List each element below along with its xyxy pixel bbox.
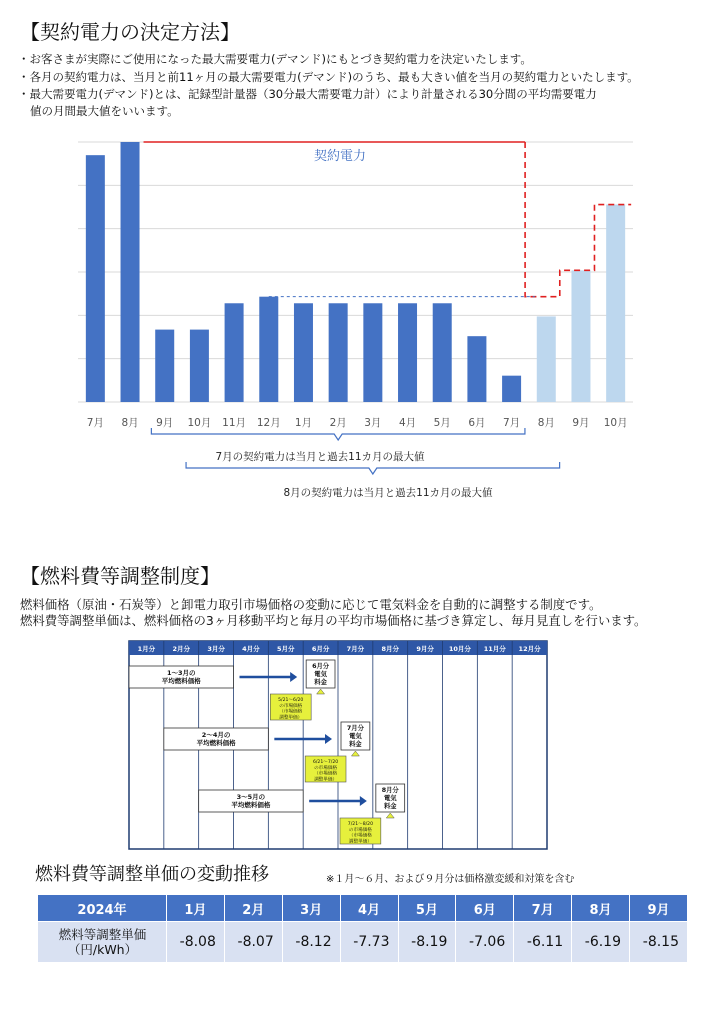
market-price-label: 5/21～6/20 [278,698,304,703]
diagram-month-label: 3月分 [207,645,225,653]
bill-label: 料金 [349,741,362,748]
chart-tick-label: 2月 [329,417,347,429]
fuel-paragraph-1: 燃料価格（原油・石炭等）と卸電力取引市場価格の変動に応じて電気料金を自動的に調整する制度です。 [20,597,602,612]
chart-tick-label: 8月 [537,417,555,429]
chart-bar [155,330,174,402]
market-price-label: （市場価格 [279,709,303,715]
market-price-label: の市場価格 [348,827,372,833]
brace-august [186,462,560,474]
trend-note: ※１月～６月、および９月分は価格激変緩和対策を含む [326,874,575,885]
chart-bar [86,155,105,402]
diagram-month-label: 9月分 [416,645,434,653]
fuel-paragraph-2: 燃料費等調整単価は、燃料価格の3ヶ月移動平均と毎月の平均市場価格に基づき算定し、毎月見直しを行います。 [20,613,647,628]
chart-tick-label: 12月 [256,417,281,429]
bill-label: 電気 [349,733,362,740]
annotation-august: 8月の契約電力は当月と過去11カ月の最大値 [283,487,493,499]
avg-price-label: 3～5月の [236,793,266,801]
bill-label: 料金 [383,803,397,810]
bullet-2: ・各月の契約電力は、当月と前11ヶ月の最大需要電力(デマンド)のうち、最も大きい値を当月の契約電力といたします。 [18,70,639,84]
bill-label: 電気 [383,795,397,802]
fuel-adjust-diagram [128,640,548,850]
bill-label: 7月分 [346,725,364,732]
chart-bar [537,316,556,402]
year-header: 2024年 [38,895,167,922]
diagram-month-label: 1月分 [137,645,156,653]
unit-price-cell: -8.08 [167,922,225,963]
brace-july [151,428,525,440]
trend-title: 燃料費等調整単価の変動推移 [35,864,269,885]
month-header: 5月 [398,895,456,922]
diagram-month-label: 5月分 [276,645,295,653]
chart-tick-label: 8月 [121,417,139,429]
diagram-month-label: 11月分 [483,645,506,653]
diagram-month-label: 10月分 [448,645,471,653]
chart-tick-label: 3月 [364,417,382,429]
diagram-month-label: 7月分 [346,645,365,653]
unit-price-cell: -8.12 [282,922,340,963]
chart-tick-label: 4月 [398,417,417,429]
unit-price-cell: -7.06 [456,922,514,963]
market-price-label: 調整単価） [314,777,338,783]
chart-contract-lines [144,142,632,297]
bullet-3-continued: 値の月間最大値をいいます。 [30,104,179,118]
chart-tick-label: 10月 [187,417,212,429]
row-label [38,922,167,963]
section-title-fuel: 【燃料費等調整制度】 [20,564,220,588]
market-price-label: （市場価格 [314,771,338,777]
annotation-july: 7月の契約電力は当月と過去11カ月の最大値 [215,451,425,463]
unit-price-cell: -8.19 [398,922,456,963]
month-header: 6月 [456,895,514,922]
chart-bar [259,297,278,402]
market-price-label: の市場価格 [279,703,303,709]
row-label-line-1: 燃料等調整単価 [58,927,147,942]
month-header: 1月 [167,895,225,922]
chart-bar [502,376,521,402]
contract-power-chart [0,130,709,520]
row-label-line-2: （円/kWh） [67,942,138,957]
bullet-3: ・最大需要電力(デマンド)とは、記録型計量器（30分最大需要電力計）により計量される30分間の平均需要電力 [18,87,597,101]
chart-tick-label: 9月 [572,417,590,429]
chart-tick-labels [87,417,628,429]
month-header: 4月 [340,895,398,922]
avg-price-label: 平均燃料価格 [196,739,236,747]
month-header: 9月 [630,895,688,922]
bullet-1: ・お客さまが実際にご使用になった最大需要電力(デマンド)にもとづき契約電力を決定いたします。 [18,52,532,66]
bill-label: 8月分 [381,787,399,794]
avg-price-label: 1～3月の [166,669,196,677]
month-header: 3月 [282,895,340,922]
diagram-month-label: 2月分 [172,645,191,653]
chart-tick-label: 1月 [294,417,313,429]
unit-price-cell: -6.19 [572,922,630,963]
chart-bar [571,270,590,402]
chart-tick-label: 9月 [156,417,174,429]
diagram-month-label: 6月分 [311,645,330,653]
market-price-label: 6/21～7/20 [312,760,339,765]
chart-bar [190,330,209,402]
month-header: 2月 [224,895,282,922]
unit-price-cell: -8.07 [224,922,282,963]
chart-title: 契約電力 [313,149,367,164]
market-price-label: 調整単価） [348,839,372,845]
chart-bar [398,303,417,402]
chart-tick-label: 10月 [603,417,628,429]
unit-price-cell: -7.73 [340,922,398,963]
diagram-month-label: 8月分 [381,645,400,653]
bill-label: 料金 [314,679,327,686]
fuel-adjust-table [37,894,688,963]
diagram-month-label: 4月分 [242,645,260,653]
chart-bar [363,303,382,402]
month-header: 7月 [514,895,572,922]
diagram-month-label: 12月分 [518,645,541,653]
avg-price-label: 平均燃料価格 [231,801,271,809]
chart-bar [433,303,452,402]
chart-tick-label: 11月 [222,417,247,429]
chart-bar [294,303,313,402]
chart-tick-label: 5月 [433,417,451,429]
month-header: 8月 [572,895,630,922]
market-price-label: 7/21～8/20 [347,822,374,827]
chart-bar [329,303,348,402]
chart-bar [121,142,140,402]
unit-price-cell: -6.11 [514,922,572,963]
section-title-contract: 【契約電力の決定方法】 [20,20,240,44]
bill-label: 6月分 [312,663,330,670]
chart-bar [467,336,486,402]
unit-price-cell: -8.15 [630,922,688,963]
chart-bar [225,303,244,402]
chart-bar [606,205,625,402]
chart-tick-label: 7月 [86,417,104,429]
avg-price-label: 平均燃料価格 [161,677,201,685]
market-price-label: の市場価格 [314,765,338,771]
market-price-label: （市場価格 [348,833,372,839]
avg-price-label: 2～4月の [201,731,231,739]
chart-tick-label: 6月 [468,417,486,429]
chart-tick-label: 7月 [503,417,521,429]
market-price-label: 調整単価） [279,715,303,721]
bill-label: 電気 [314,671,327,678]
